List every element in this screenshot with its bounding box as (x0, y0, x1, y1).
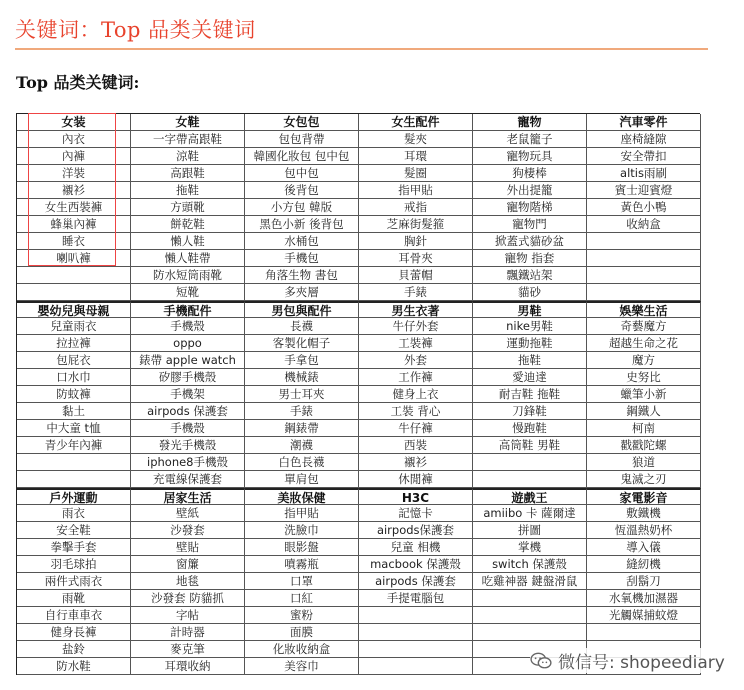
keyword-cell: 外套 (359, 352, 473, 369)
keyword-cell: 羽毛球拍 (17, 556, 131, 573)
wechat-watermark (530, 648, 725, 673)
keyword-cell: 柯南 (587, 420, 701, 437)
keyword-cell: 潮襪 (245, 437, 359, 454)
keyword-cell: 錶帶 apple watch (131, 352, 245, 369)
keyword-cell: 兒童 相機 (359, 539, 473, 556)
keyword-cell: 口水巾 (17, 369, 131, 386)
keyword-cell: 恆溫熱奶杯 (587, 522, 701, 539)
keyword-cell: 後背包 (245, 182, 359, 199)
keyword-cell: 單肩包 (245, 471, 359, 488)
keyword-cell: 雨靴 (17, 590, 131, 607)
keyword-cell: 防水短筒雨靴 (131, 267, 245, 284)
keyword-cell: 戒指 (359, 199, 473, 216)
column-header: 男生衣著 (359, 301, 473, 318)
keyword-cell: 手機殼 (131, 318, 245, 335)
keyword-cell: 水桶包 (245, 233, 359, 250)
keyword-cell: 貝蕾帽 (359, 267, 473, 284)
keyword-cell (587, 250, 701, 267)
keyword-cell (587, 624, 701, 641)
keyword-cell: 飄鐵站架 (473, 267, 587, 284)
keyword-cell: 防水鞋 (17, 658, 131, 675)
keyword-cell: 縫紉機 (587, 556, 701, 573)
keyword-cell: 雨衣 (17, 505, 131, 522)
keyword-cell: 戳戳陀螺 (587, 437, 701, 454)
keyword-cell: 賓士迎賓燈 (587, 182, 701, 199)
keyword-cell (587, 267, 701, 284)
section-subheading: Top 品类关键词: (16, 73, 140, 92)
keyword-cell: 內褲 (17, 148, 131, 165)
keyword-cell (17, 471, 131, 488)
keyword-cell: 老鼠籠子 (473, 131, 587, 148)
keyword-cell: 拖鞋 (131, 182, 245, 199)
keyword-cell: 拖鞋 (473, 352, 587, 369)
heading-divider (15, 48, 708, 50)
keyword-cell (587, 284, 701, 301)
column-header: 女包包 (245, 114, 359, 131)
keyword-cell: 沙發套 防貓抓 (131, 590, 245, 607)
keyword-cell: 韓國化妝包 包中包 (245, 148, 359, 165)
column-header: 娛樂生活 (587, 301, 701, 318)
keyword-cell: 收納盒 (587, 216, 701, 233)
keyword-cell: 充電線保護套 (131, 471, 245, 488)
column-header: H3C (359, 488, 473, 505)
column-header: 手機配件 (131, 301, 245, 318)
keyword-cell: 沙發套 (131, 522, 245, 539)
keyword-cell: 盐鈴 (17, 641, 131, 658)
keyword-cell: 壁貼 (131, 539, 245, 556)
keyword-cell: 餅乾鞋 (131, 216, 245, 233)
keyword-cell: 工裝 背心 (359, 403, 473, 420)
keyword-cell: 機械錶 (245, 369, 359, 386)
keyword-cell: 耳環收納 (131, 658, 245, 675)
keyword-cell: 健身上衣 (359, 386, 473, 403)
keyword-cell: 防蚊褲 (17, 386, 131, 403)
keyword-cell: macbook 保護殼 (359, 556, 473, 573)
column-header: 居家生活 (131, 488, 245, 505)
keyword-cell: 運動拖鞋 (473, 335, 587, 352)
keyword-cell: 手錶 (359, 284, 473, 301)
keyword-cell: 美容巾 (245, 658, 359, 675)
keyword-cell: 指甲貼 (359, 182, 473, 199)
keyword-cell: 懶人鞋帶 (131, 250, 245, 267)
keyword-cell: 女生西裝褲 (17, 199, 131, 216)
keyword-cell: 蠟筆小新 (587, 386, 701, 403)
keyword-cell: 掀蓋式貓砂盆 (473, 233, 587, 250)
keyword-cell (473, 471, 587, 488)
watermark-text: 微信号: shopeediary (558, 653, 725, 673)
column-header: 女生配件 (359, 114, 473, 131)
keyword-cell: 白色長襪 (245, 454, 359, 471)
keyword-cell (473, 624, 587, 641)
keyword-cell: 鬼滅之刃 (587, 471, 701, 488)
keyword-cell (17, 284, 131, 301)
keyword-cell: 鋼錶帶 (245, 420, 359, 437)
keyword-cell: 字帖 (131, 607, 245, 624)
keyword-cell: 耐吉鞋 拖鞋 (473, 386, 587, 403)
keyword-cell: 矽膠手機殼 (131, 369, 245, 386)
keyword-cell: 蜜粉 (245, 607, 359, 624)
keyword-cell: amiibo 卡 薩爾達 (473, 505, 587, 522)
keyword-cell: 耳骨夾 (359, 250, 473, 267)
column-header: 戶外運動 (17, 488, 131, 505)
keyword-cell: 包包背帶 (245, 131, 359, 148)
keyword-cell: 指甲貼 (245, 505, 359, 522)
keyword-cell: 拉拉褲 (17, 335, 131, 352)
keyword-cell: 超越生命之花 (587, 335, 701, 352)
keyword-cell: 高跟鞋 (131, 165, 245, 182)
keyword-cell: 拳擊手套 (17, 539, 131, 556)
keyword-cell: 工裝褲 (359, 335, 473, 352)
column-header: 嬰幼兒與母親 (17, 301, 131, 318)
keyword-cell: 手機殼 (131, 420, 245, 437)
keyword-cell: 刮鬍刀 (587, 573, 701, 590)
keyword-cell: 牛仔褲 (359, 420, 473, 437)
keyword-cell: 安全帶扣 (587, 148, 701, 165)
keyword-cell: 髮圈 (359, 165, 473, 182)
page-heading: 关键词：Top 品类关键词 (15, 18, 256, 42)
keyword-cell: 一字帶高跟鞋 (131, 131, 245, 148)
keyword-cell (473, 454, 587, 471)
keyword-cell: 自行車車衣 (17, 607, 131, 624)
keyword-cell (359, 641, 473, 658)
keyword-cell: iphone8手機殼 (131, 454, 245, 471)
keyword-cell: 多夾層 (245, 284, 359, 301)
keyword-cell: 手拿包 (245, 352, 359, 369)
keyword-cell: 襯衫 (359, 454, 473, 471)
keyword-cell: 導入儀 (587, 539, 701, 556)
keyword-cell: 發光手機殼 (131, 437, 245, 454)
keyword-cell: 口罩 (245, 573, 359, 590)
keyword-cell (17, 454, 131, 471)
keyword-cell: 蜂巢內褲 (17, 216, 131, 233)
keyword-cell: 手機包 (245, 250, 359, 267)
keyword-cell: 鋼鐵人 (587, 403, 701, 420)
keyword-cell: 手機架 (131, 386, 245, 403)
keyword-cell: 黑色小新 後背包 (245, 216, 359, 233)
keyword-cell: 包屁衣 (17, 352, 131, 369)
keyword-cell: 兩件式雨衣 (17, 573, 131, 590)
keyword-cell: 寵物 指套 (473, 250, 587, 267)
keyword-cell: 睡衣 (17, 233, 131, 250)
keyword-cell: 懶人鞋 (131, 233, 245, 250)
keyword-cell: 水氧機加濕器 (587, 590, 701, 607)
keyword-cell: 休閒褲 (359, 471, 473, 488)
keyword-cell: 芝麻街髮箍 (359, 216, 473, 233)
keyword-cell: 地毯 (131, 573, 245, 590)
keyword-cell (587, 233, 701, 250)
keyword-cell: 青少年內褲 (17, 437, 131, 454)
column-header: 汽車零件 (587, 114, 701, 131)
keyword-cell: airpods保護套 (359, 522, 473, 539)
keyword-cell: 光觸媒捕蚊燈 (587, 607, 701, 624)
column-header: 男鞋 (473, 301, 587, 318)
keyword-cell: 兒童雨衣 (17, 318, 131, 335)
keyword-cell: 髮夾 (359, 131, 473, 148)
keyword-cell: 手錶 (245, 403, 359, 420)
keyword-cell: 包中包 (245, 165, 359, 182)
column-header: 遊戲王 (473, 488, 587, 505)
column-header: 家電影音 (587, 488, 701, 505)
keyword-cell: 襯衫 (17, 182, 131, 199)
keyword-cell: altis雨刷 (587, 165, 701, 182)
keyword-cell (359, 624, 473, 641)
keyword-cell: 長襪 (245, 318, 359, 335)
column-header: 男包與配件 (245, 301, 359, 318)
keyword-cell: 喇叭褲 (17, 250, 131, 267)
keyword-cell: airpods 保護套 (131, 403, 245, 420)
keyword-cell: 窗簾 (131, 556, 245, 573)
keyword-cell: 黃色小鴨 (587, 199, 701, 216)
keyword-cell: 西裝 (359, 437, 473, 454)
keyword-cell: 黏土 (17, 403, 131, 420)
keyword-cell: 口紅 (245, 590, 359, 607)
keyword-cell (473, 607, 587, 624)
keyword-cell: 外出提籠 (473, 182, 587, 199)
keyword-cell (359, 607, 473, 624)
keyword-cell: 魔方 (587, 352, 701, 369)
keyword-cell: 角落生物 書包 (245, 267, 359, 284)
keyword-cell: 噴霧瓶 (245, 556, 359, 573)
keyword-table (16, 113, 700, 675)
keyword-cell: 牛仔外套 (359, 318, 473, 335)
keyword-cell (359, 658, 473, 675)
wechat-icon (530, 652, 552, 670)
keyword-cell: switch 保護殼 (473, 556, 587, 573)
keyword-cell: 健身長褲 (17, 624, 131, 641)
keyword-cell: 貓砂 (473, 284, 587, 301)
keyword-cell: 慢跑鞋 (473, 420, 587, 437)
keyword-cell: 壁紙 (131, 505, 245, 522)
keyword-cell: 方頭靴 (131, 199, 245, 216)
keyword-cell: 奇藝魔方 (587, 318, 701, 335)
keyword-cell: 手提電腦包 (359, 590, 473, 607)
column-header: 女装 (17, 114, 131, 131)
keyword-cell: oppo (131, 335, 245, 352)
keyword-cell: 吃雞神器 鍵盤滑鼠 (473, 573, 587, 590)
keyword-cell: 高筒鞋 男鞋 (473, 437, 587, 454)
keyword-cell: 短靴 (131, 284, 245, 301)
keyword-cell: 耳環 (359, 148, 473, 165)
keyword-cell: airpods 保護套 (359, 573, 473, 590)
keyword-cell: 記憶卡 (359, 505, 473, 522)
keyword-cell: 眼影盤 (245, 539, 359, 556)
keyword-cell: 洗臉巾 (245, 522, 359, 539)
keyword-cell: 工作褲 (359, 369, 473, 386)
keyword-cell: 內衣 (17, 131, 131, 148)
keyword-cell: 男士耳夾 (245, 386, 359, 403)
column-header: 寵物 (473, 114, 587, 131)
keyword-cell: 客製化帽子 (245, 335, 359, 352)
keyword-cell: 胸針 (359, 233, 473, 250)
keyword-cell: 小方包 韓版 (245, 199, 359, 216)
keyword-cell: 拼圖 (473, 522, 587, 539)
keyword-cell: 涼鞋 (131, 148, 245, 165)
keyword-cell: 寵物玩具 (473, 148, 587, 165)
keyword-cell: 掌機 (473, 539, 587, 556)
keyword-cell: 寵物門 (473, 216, 587, 233)
keyword-cell: 安全鞋 (17, 522, 131, 539)
keyword-cell (17, 267, 131, 284)
keyword-cell: 刀鋒鞋 (473, 403, 587, 420)
keyword-cell: nike男鞋 (473, 318, 587, 335)
keyword-cell: 狼道 (587, 454, 701, 471)
keyword-cell: 史努比 (587, 369, 701, 386)
column-header: 女鞋 (131, 114, 245, 131)
keyword-cell: 化妝收納盒 (245, 641, 359, 658)
column-header: 美妝保健 (245, 488, 359, 505)
keyword-cell: 計時器 (131, 624, 245, 641)
keyword-cell: 面膜 (245, 624, 359, 641)
keyword-cell (473, 590, 587, 607)
keyword-cell: 麥克筆 (131, 641, 245, 658)
keyword-cell: 狗棲棒 (473, 165, 587, 182)
keyword-cell: 座椅縫隙 (587, 131, 701, 148)
keyword-cell: 中大童 t恤 (17, 420, 131, 437)
keyword-cell: 洋裝 (17, 165, 131, 182)
keyword-cell: 寵物階梯 (473, 199, 587, 216)
keyword-cell: 敷鐵機 (587, 505, 701, 522)
keyword-cell: 愛迪達 (473, 369, 587, 386)
